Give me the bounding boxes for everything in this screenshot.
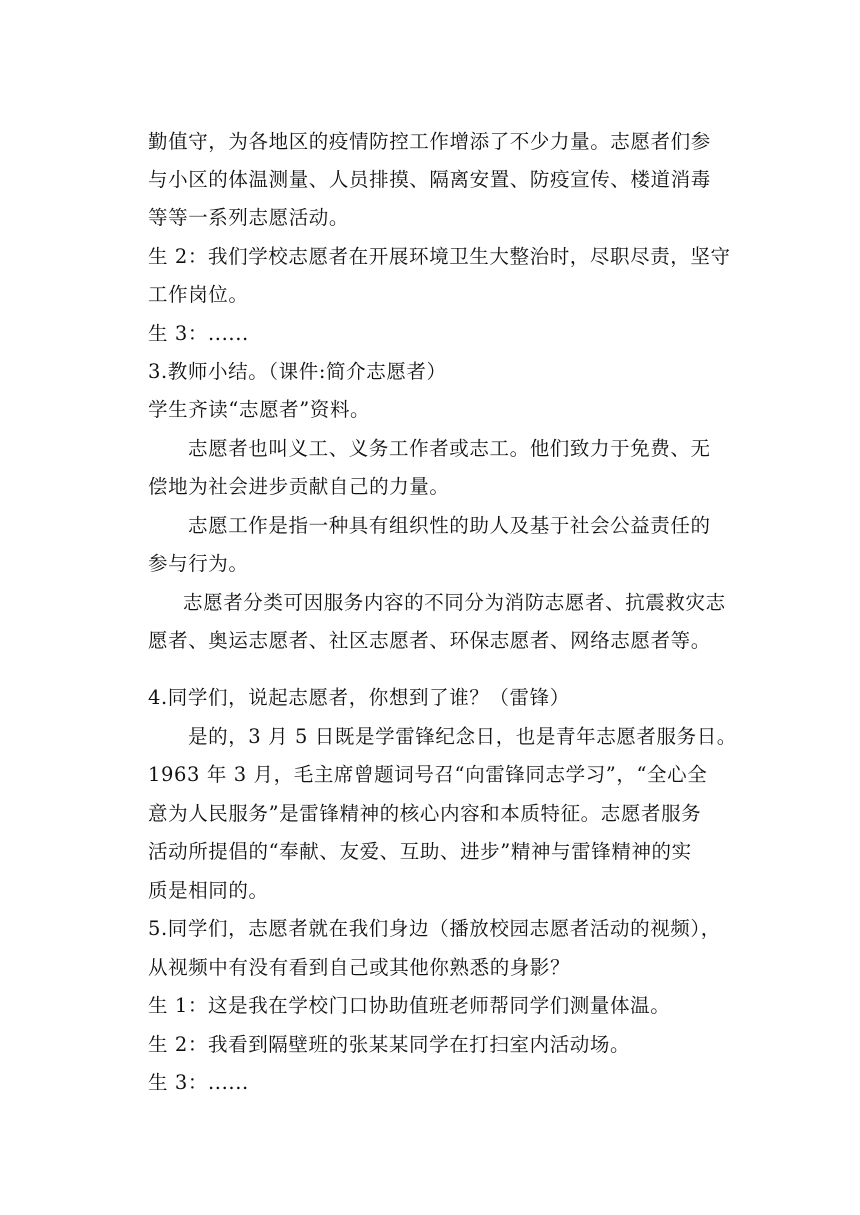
paragraph-line: 1963 年 3 月，毛主席曾题词号召“向雷锋同志学习”，“全心全 — [148, 763, 708, 786]
paragraph-line: 活动所提倡的“奉献、友爱、互助、进步”精神与雷锋精神的实 — [148, 840, 692, 863]
paragraph-line: 与小区的体温测量、人员排摸、隔离安置、防疫宣传、楼道消毒 — [148, 168, 711, 191]
paragraph-line: 勤值守，为各地区的疫情防控工作增添了不少力量。志愿者们参 — [148, 130, 711, 153]
paragraph-line: 质是相同的。 — [148, 879, 269, 902]
paragraph-line: 生 3：...... — [148, 322, 249, 345]
paragraph-line: 参与行为。 — [148, 552, 249, 575]
paragraph-line: 志愿工作是指一种具有组织性的助人及基于社会公益责任的 — [188, 514, 711, 537]
paragraph-line: 生 2：我看到隔壁班的张某某同学在打扫室内活动场。 — [148, 1033, 631, 1056]
paragraph-line: 生 1：这是我在学校门口协助值班老师帮同学们测量体温。 — [148, 994, 671, 1017]
paragraph-line: 意为人民服务”是雷锋精神的核心内容和本质特征。志愿者服务 — [148, 802, 702, 825]
paragraph-line: 愿者、奥运志愿者、社区志愿者、环保志愿者、网络志愿者等。 — [148, 629, 711, 652]
paragraph-line: 志愿者也叫义工、义务工作者或志工。他们致力于免费、无 — [188, 437, 711, 460]
paragraph-line: 偿地为社会进步贡献自己的力量。 — [148, 475, 450, 498]
section-heading: 3.教师小结。（课件:简介志愿者） — [148, 360, 447, 383]
paragraph-line: 等等一系列志愿活动。 — [148, 206, 350, 229]
paragraph-line: 志愿者分类可因服务内容的不同分为消防志愿者、抗震救灾志 — [183, 591, 726, 614]
paragraph-line: 生 3：...... — [148, 1071, 249, 1094]
paragraph-line: 工作岗位。 — [148, 283, 249, 306]
paragraph-line: 从视频中有没有看到自己或其他你熟悉的身影？ — [148, 956, 571, 979]
paragraph-line: 是的，3 月 5 日既是学雷锋纪念日，也是青年志愿者服务日。 — [188, 725, 737, 748]
paragraph-line: 生 2：我们学校志愿者在开展环境卫生大整治时，尽职尽责，坚守 — [148, 245, 731, 268]
section-heading: 4.同学们，说起志愿者，你想到了谁？（雷锋） — [148, 686, 570, 709]
section-heading: 5.同学们，志愿者就在我们身边（播放校园志愿者活动的视频）， — [148, 917, 721, 940]
paragraph-line: 学生齐读“志愿者”资料。 — [148, 398, 371, 421]
